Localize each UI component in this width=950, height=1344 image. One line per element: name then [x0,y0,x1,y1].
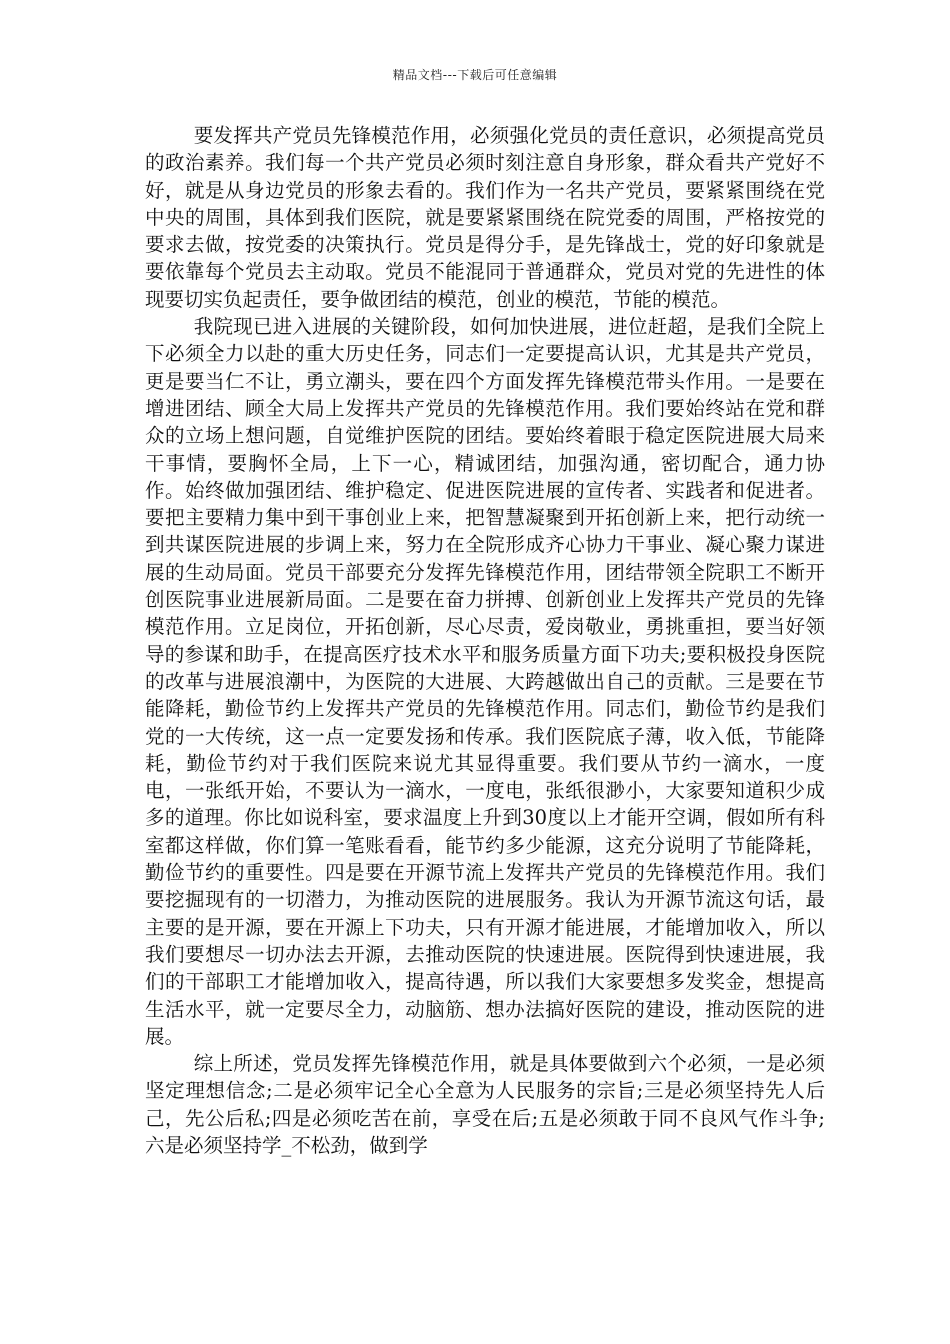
paragraph-3: 综上所述，党员发挥先锋模范作用，就是具体要做到六个必须，一是必须坚定理想信念;二是必须牢记全心全意为人民服务的宗旨;三是必须坚持先人后己，先公后私;四是必须吃苦在前，享受在后;五是必须敢于同不良风气作斗争;六是必须坚持学_不松劲，做到学 [145,1052,825,1157]
paragraph-1: 要发挥共产党员先锋模范作用，必须强化党员的责任意识，必须提高党员的政治素养。我们每一个共产党员必须时刻注意自身形象，群众看共产党好不好，就是从身边党员的形象去看的。我们作为一名共产党员，要紧紧围绕在党中央的周围，具体到我们医院，就是要紧紧围绕在院党委的周围，严格按党的要求去做，按党委的决策执行。党员是得分手，是先锋战士，党的好印象就是要依靠每个党员去主动取。党员不能混同于普通群众，党员对党的先进性的体现要切实负起责任，要争做团结的模范，创业的模范，节能的模范。 [145,124,825,311]
paragraph-2: 我院现已进入进展的关键阶段，如何加快进展，进位赶超，是我们全院上下必须全力以赴的重大历史任务，同志们一定要提高认识，尤其是共产党员，更是要当仁不让，勇立潮头，要在四个方面发挥先锋模范带头作用。一是要在增进团结、顾全大局上发挥共产党员的先锋模范作用。我们要始终站在党和群众的立场上想问题，自觉维护医院的团结。要始终着眼于稳定医院进展大局来干事情，要胸怀全局，上下一心，精诚团结，加强沟通，密切配合，通力协作。始终做加强团结、维护稳定、促进医院进展的宣传者、实践者和促进者。要把主要精力集中到干事创业上来，把智慧凝聚到开拓创新上来，把行动统一到共谋医院进展的步调上来，努力在全院形成齐心协力干事业、凝心聚力谋进展的生动局面。党员干部要充分发挥先锋模范作用，团结带领全院职工不断开创医院事业进展新局面。二是要在奋力拼搏、创新创业上发挥共产党员的先锋模范作用。立足岗位，开拓创新，尽心尽责，爱岗敬业，勇挑重担，要当好领导的参谋和助手，在提高医疗技术水平和服务质量方面下功夫;要积极投身医院的改革与进展浪潮中，为医院的大进展、大跨越做出自己的贡献。三是要在节能降耗，勤俭节约上发挥共产党员的先锋模范作用。同志们，勤俭节约是我们党的一大传统，这一点一定要发扬和传承。我们医院底子薄，收入低，节能降耗，勤俭节约对于我们医院来说尤其显得重要。我们要从节约一滴水，一度电，一张纸开始，不要认为一滴水，一度电，张纸很渺小，大家要知道积少成多的道理。你比如说科室，要求温度上升到30度以上才能开空调，假如所有科室都这样做，你们算一笔账看看，能节约多少能源，这充分说明了节能降耗，勤俭节约的重要性。四是要在开源节流上发挥共产党员的先锋模范作用。我们要挖掘现有的一切潜力，为推动医院的进展服务。我认为开源节流这句话，最主要的是开源，要在开源上下功夫，只有开源才能进展，才能增加收入，所以我们要想尽一切办法去开源，去推动医院的快速进展。医院得到快速进展，我们的干部职工才能增加收入，提高待遇，所以我们大家要想多发奖金，想提高生活水平，就一定要尽全力，动脑筋、想办法搞好医院的建设，推动医院的进展。 [145,315,825,1048]
document-body [145,122,825,1159]
page-header: 精品文档---下载后可任意编辑 [392,68,558,82]
